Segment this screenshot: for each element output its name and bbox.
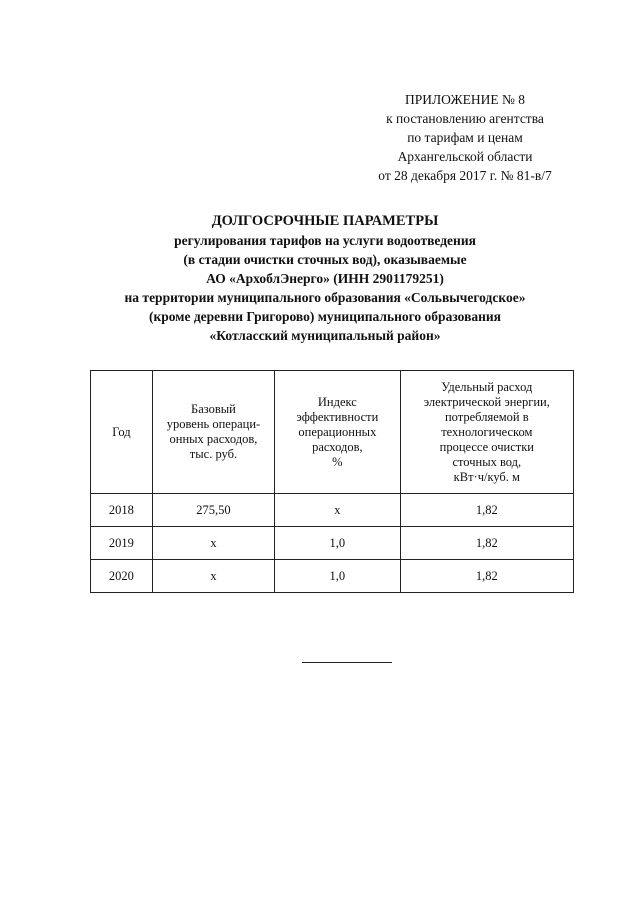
table-row [91,527,574,560]
header-energy-consumption: Удельный расход электрической энергии, потребляемой в технологическом процессе очистки сточных вод, кВт·ч/куб. м [400,371,573,494]
title-line: «Котласский муниципальный район» [209,328,441,343]
header-efficiency-index: Индекс эффективности операционных расходов, % [275,371,401,494]
appendix-header [360,90,570,185]
appendix-line: Архангельской области [397,149,533,164]
table-row [91,494,574,527]
cell-base-level: х [152,527,274,560]
appendix-line: к постановлению агентства [386,111,544,126]
cell-efficiency-index: 1,0 [275,527,401,560]
title-line: регулирования тарифов на услуги водоотведения [174,233,476,248]
document-title [60,212,590,345]
title-line: (в стадии очистки сточных вод), оказываемые [183,252,467,267]
header-year: Год [91,371,153,494]
cell-year: 2020 [91,560,153,593]
table-row [91,560,574,593]
cell-efficiency-index: х [275,494,401,527]
cell-energy-consumption: 1,82 [400,560,573,593]
title-line: АО «АрхоблЭнерго» (ИНН 2901179251) [206,271,444,286]
table-header-row [91,371,574,494]
cell-base-level: х [152,560,274,593]
end-divider [302,662,392,663]
header-base-level: Базовый уровень операци- онных расходов, тыс. руб. [152,371,274,494]
title-line: (кроме деревни Григорово) муниципального образования [149,309,501,324]
cell-efficiency-index: 1,0 [275,560,401,593]
cell-year: 2018 [91,494,153,527]
appendix-line: от 28 декабря 2017 г. № 81-в/7 [378,168,552,183]
cell-year: 2019 [91,527,153,560]
appendix-line: по тарифам и ценам [407,130,523,145]
appendix-title: ПРИЛОЖЕНИЕ № 8 [404,92,526,107]
parameters-table [90,370,574,593]
cell-base-level: 275,50 [152,494,274,527]
cell-energy-consumption: 1,82 [400,494,573,527]
title-main: ДОЛГОСРОЧНЫЕ ПАРАМЕТРЫ [211,213,439,229]
cell-energy-consumption: 1,82 [400,527,573,560]
title-line: на территории муниципального образования «Сольвычегодское» [124,290,526,305]
